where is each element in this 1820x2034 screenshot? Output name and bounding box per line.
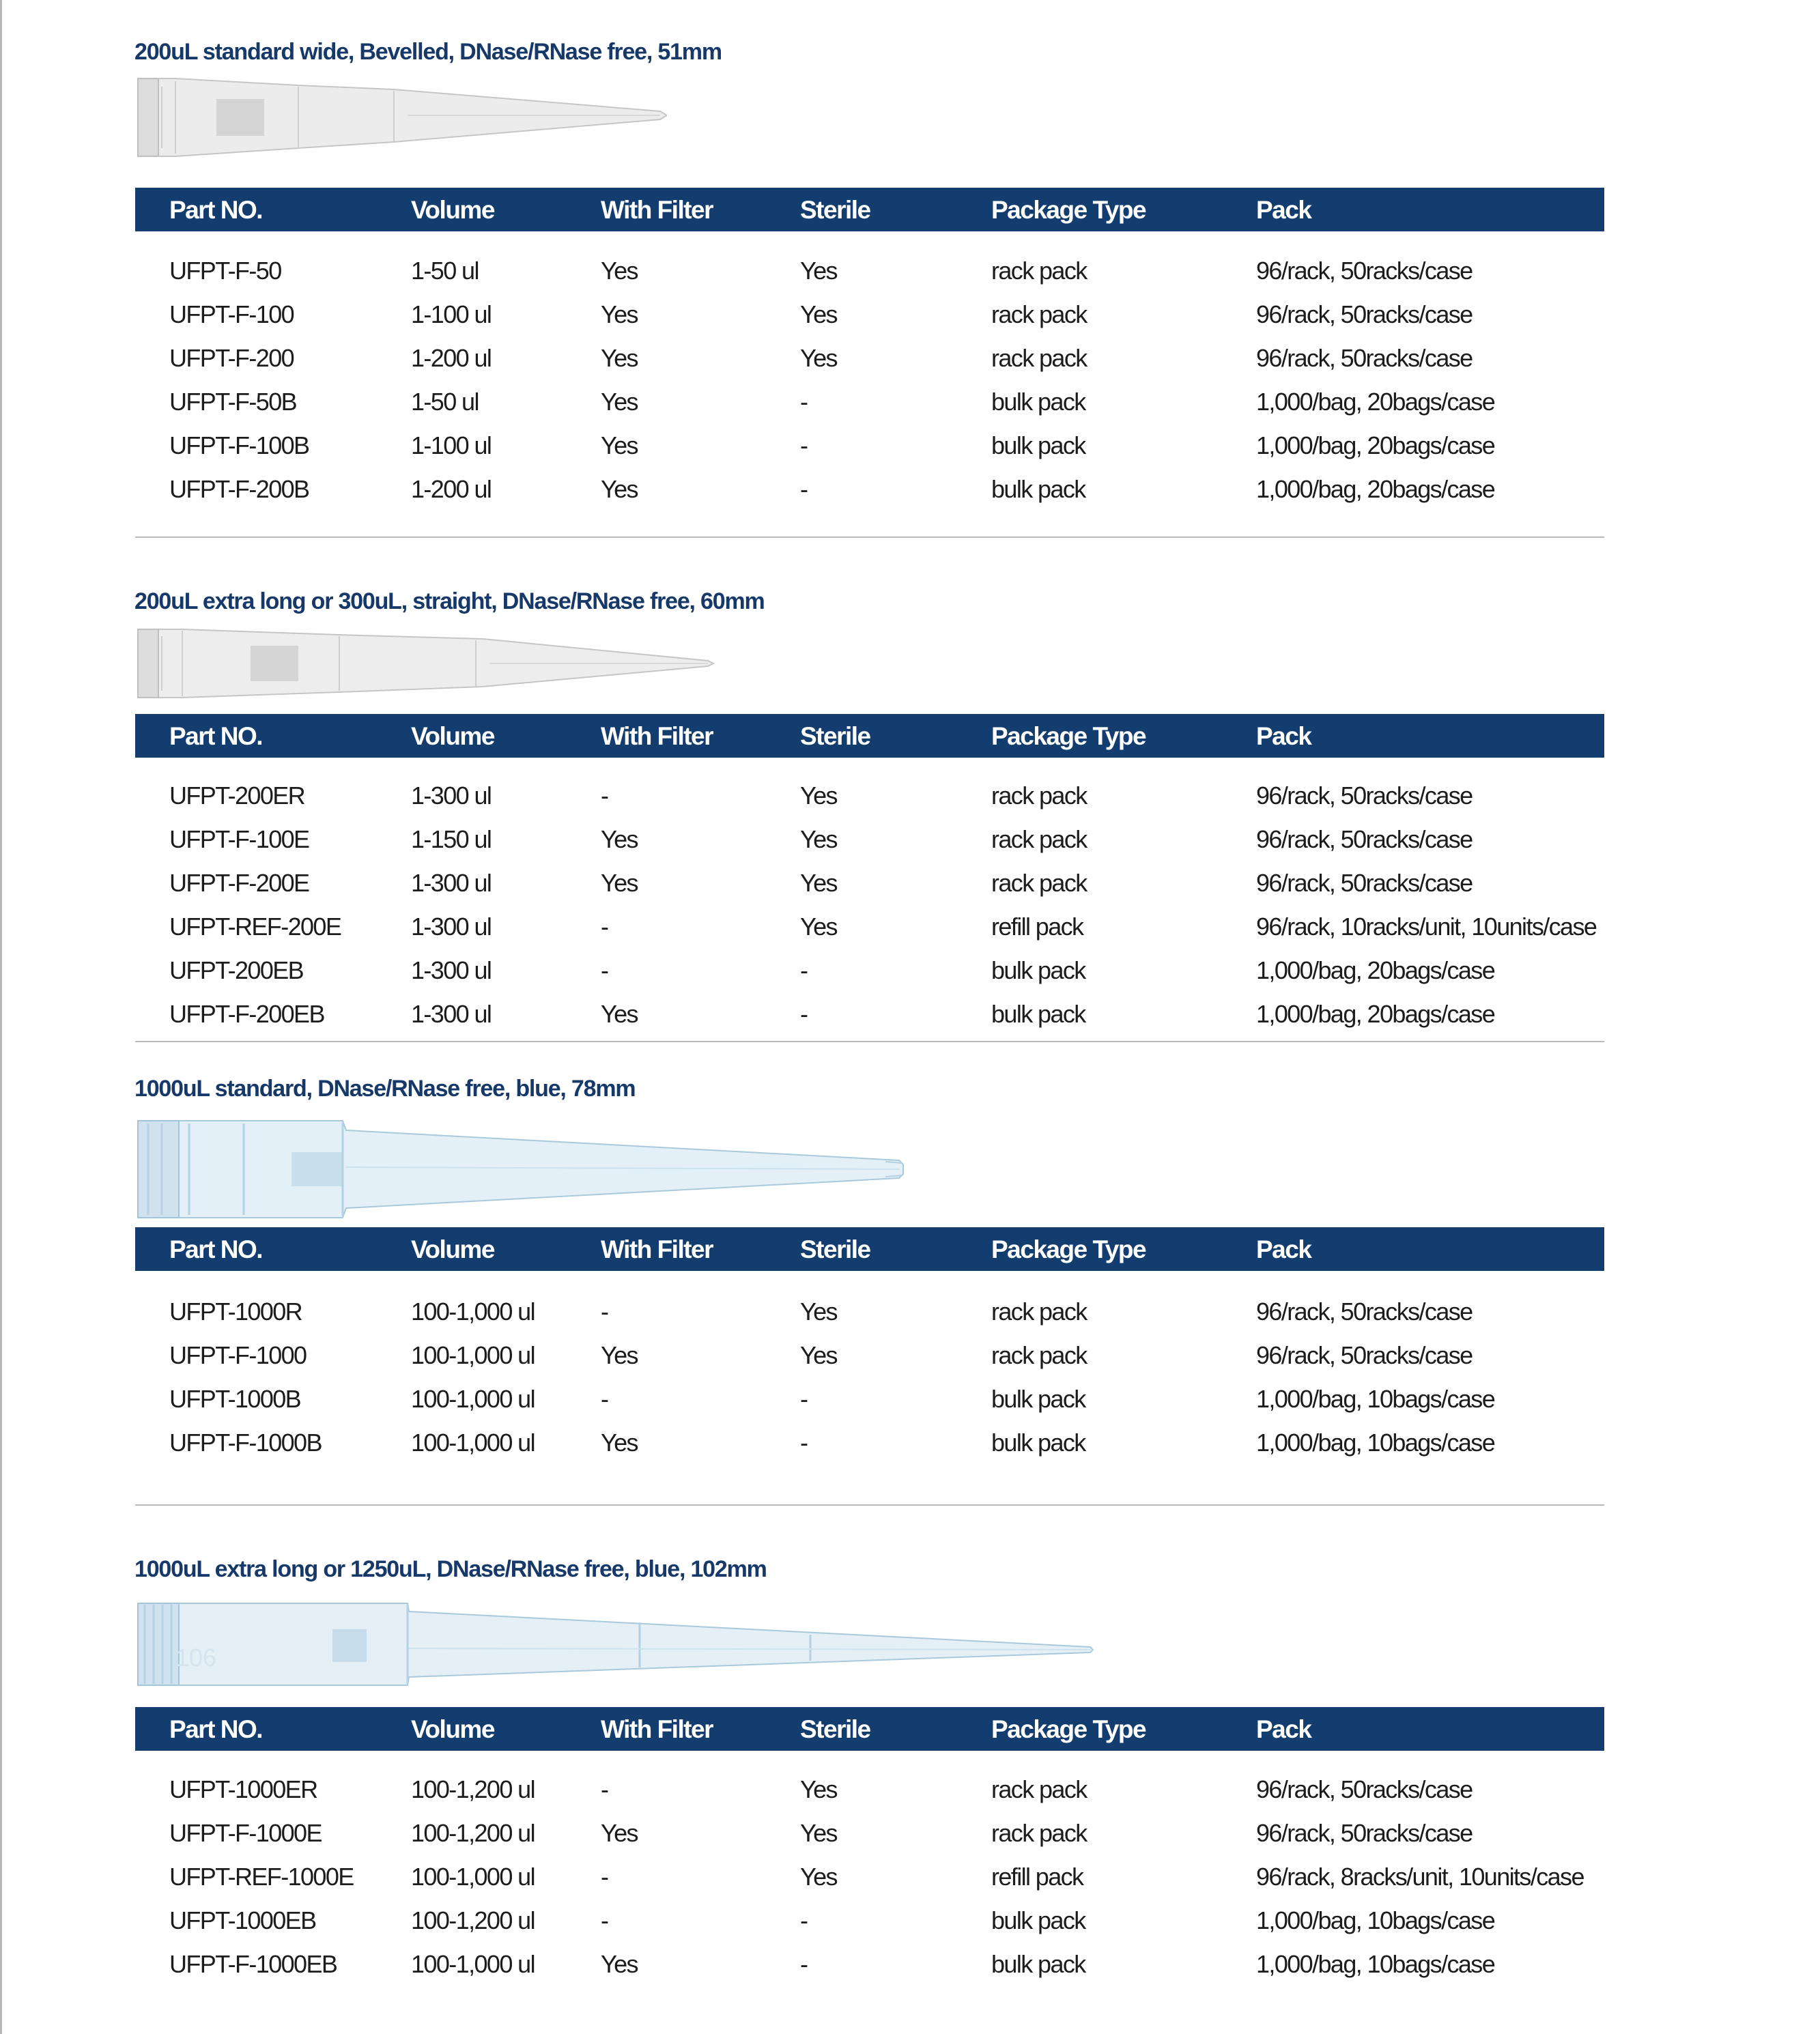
table-header bbox=[135, 1227, 1604, 1271]
table-header bbox=[135, 188, 1604, 231]
cell-pack: 96/rack, 8racks/unit, 10units/case bbox=[1256, 1863, 1584, 1891]
cell-with-filter: - bbox=[601, 1906, 608, 1934]
cell-part-no: UFPT-F-50B bbox=[169, 388, 297, 416]
cell-volume: 100-1,200 ul bbox=[411, 1819, 535, 1847]
col-part-no: Part NO. bbox=[169, 196, 263, 224]
cell-package-type: rack pack bbox=[991, 1341, 1087, 1369]
cell-with-filter: - bbox=[601, 1385, 608, 1413]
table-row bbox=[135, 992, 1604, 1036]
cell-sterile: - bbox=[800, 1385, 808, 1413]
cell-volume: 1-300 ul bbox=[411, 782, 492, 810]
cell-pack: 1,000/bag, 10bags/case bbox=[1256, 1385, 1495, 1413]
cell-sterile: Yes bbox=[800, 1298, 837, 1326]
col-sterile: Sterile bbox=[800, 1235, 870, 1263]
cell-pack: 1,000/bag, 20bags/case bbox=[1256, 388, 1495, 416]
cell-with-filter: Yes bbox=[601, 1429, 638, 1457]
cell-package-type: bulk pack bbox=[991, 1385, 1085, 1413]
cell-sterile: Yes bbox=[800, 782, 837, 810]
cell-volume: 1-50 ul bbox=[411, 388, 479, 416]
col-part-no: Part NO. bbox=[169, 1235, 263, 1263]
cell-with-filter: - bbox=[601, 913, 608, 941]
cell-volume: 100-1,000 ul bbox=[411, 1950, 535, 1978]
cell-with-filter: Yes bbox=[601, 869, 638, 897]
cell-pack: 96/rack, 50racks/case bbox=[1256, 782, 1473, 810]
cell-pack: 96/rack, 10racks/unit, 10units/case bbox=[1256, 913, 1597, 941]
cell-package-type: rack pack bbox=[991, 869, 1087, 897]
cell-part-no: UFPT-F-100B bbox=[169, 431, 309, 459]
cell-package-type: bulk pack bbox=[991, 1906, 1085, 1934]
cell-pack: 96/rack, 50racks/case bbox=[1256, 869, 1473, 897]
cell-package-type: rack pack bbox=[991, 300, 1087, 328]
cell-pack: 96/rack, 50racks/case bbox=[1256, 1298, 1473, 1326]
cell-part-no: UFPT-REF-1000E bbox=[169, 1863, 354, 1891]
cell-volume: 100-1,000 ul bbox=[411, 1385, 535, 1413]
table-row bbox=[135, 468, 1604, 511]
cell-part-no: UFPT-F-1000E bbox=[169, 1819, 322, 1847]
cell-volume: 100-1,200 ul bbox=[411, 1906, 535, 1934]
cell-volume: 1-100 ul bbox=[411, 431, 492, 459]
cell-with-filter: Yes bbox=[601, 1950, 638, 1978]
cell-pack: 96/rack, 50racks/case bbox=[1256, 257, 1473, 285]
table-row bbox=[135, 336, 1604, 380]
cell-sterile: - bbox=[800, 956, 808, 984]
cell-sterile: Yes bbox=[800, 913, 837, 941]
cell-part-no: UFPT-F-1000 bbox=[169, 1341, 307, 1369]
cell-pack: 1,000/bag, 10bags/case bbox=[1256, 1950, 1495, 1978]
section-divider bbox=[135, 1504, 1604, 1506]
cell-volume: 100-1,000 ul bbox=[411, 1298, 535, 1326]
cell-sterile: - bbox=[800, 1950, 808, 1978]
cell-sterile: Yes bbox=[800, 1819, 837, 1847]
cell-part-no: UFPT-F-200EB bbox=[169, 1000, 324, 1028]
cell-package-type: refill pack bbox=[991, 913, 1083, 941]
cell-pack: 96/rack, 50racks/case bbox=[1256, 344, 1473, 372]
cell-pack: 96/rack, 50racks/case bbox=[1256, 1775, 1473, 1803]
col-part-no: Part NO. bbox=[169, 1715, 263, 1743]
cell-volume: 1-50 ul bbox=[411, 257, 479, 285]
cell-part-no: UFPT-F-200 bbox=[169, 344, 294, 372]
table-row bbox=[135, 1768, 1604, 1811]
cell-part-no: UFPT-F-1000B bbox=[169, 1429, 322, 1457]
cell-with-filter: Yes bbox=[601, 300, 638, 328]
cell-sterile: Yes bbox=[800, 869, 837, 897]
cell-volume: 100-1,000 ul bbox=[411, 1341, 535, 1369]
cell-pack: 96/rack, 50racks/case bbox=[1256, 300, 1473, 328]
cell-package-type: rack pack bbox=[991, 1819, 1087, 1847]
cell-package-type: rack pack bbox=[991, 344, 1087, 372]
cell-part-no: UFPT-1000R bbox=[169, 1298, 302, 1326]
cell-pack: 1,000/bag, 20bags/case bbox=[1256, 431, 1495, 459]
col-part-no: Part NO. bbox=[169, 722, 263, 750]
cell-part-no: UFPT-F-50 bbox=[169, 257, 281, 285]
table-row bbox=[135, 424, 1604, 468]
col-volume: Volume bbox=[411, 722, 494, 750]
cell-pack: 1,000/bag, 20bags/case bbox=[1256, 956, 1495, 984]
pipette-tip-300ul-image bbox=[134, 628, 715, 699]
cell-package-type: bulk pack bbox=[991, 431, 1085, 459]
cell-sterile: Yes bbox=[800, 1863, 837, 1891]
cell-part-no: UFPT-F-100E bbox=[169, 825, 309, 853]
table-row bbox=[135, 1943, 1604, 1986]
cell-volume: 1-200 ul bbox=[411, 475, 492, 503]
table-row bbox=[135, 1290, 1604, 1334]
cell-part-no: UFPT-F-100 bbox=[169, 300, 294, 328]
cell-package-type: bulk pack bbox=[991, 1429, 1085, 1457]
cell-pack: 1,000/bag, 20bags/case bbox=[1256, 475, 1495, 503]
cell-sterile: Yes bbox=[800, 1775, 837, 1803]
col-pack: Pack bbox=[1256, 1715, 1311, 1743]
cell-with-filter: - bbox=[601, 1775, 608, 1803]
cell-with-filter: Yes bbox=[601, 1819, 638, 1847]
cell-volume: 1-300 ul bbox=[411, 1000, 492, 1028]
cell-with-filter: Yes bbox=[601, 1341, 638, 1369]
cell-package-type: rack pack bbox=[991, 1775, 1087, 1803]
cell-package-type: bulk pack bbox=[991, 1000, 1085, 1028]
cell-with-filter: Yes bbox=[601, 1000, 638, 1028]
cell-volume: 100-1,000 ul bbox=[411, 1863, 535, 1891]
table-row bbox=[135, 1334, 1604, 1377]
col-volume: Volume bbox=[411, 1235, 494, 1263]
cell-volume: 1-200 ul bbox=[411, 344, 492, 372]
cell-pack: 96/rack, 50racks/case bbox=[1256, 1341, 1473, 1369]
cell-volume: 1-100 ul bbox=[411, 300, 492, 328]
col-package-type: Package Type bbox=[991, 196, 1146, 224]
col-sterile: Sterile bbox=[800, 196, 870, 224]
cell-pack: 1,000/bag, 20bags/case bbox=[1256, 1000, 1495, 1028]
table-header bbox=[135, 1707, 1604, 1751]
cell-pack: 96/rack, 50racks/case bbox=[1256, 825, 1473, 853]
table-row bbox=[135, 905, 1604, 949]
cell-sterile: Yes bbox=[800, 257, 837, 285]
cell-volume: 100-1,200 ul bbox=[411, 1775, 535, 1803]
cell-package-type: bulk pack bbox=[991, 1950, 1085, 1978]
col-package-type: Package Type bbox=[991, 1715, 1146, 1743]
cell-part-no: UFPT-F-200B bbox=[169, 475, 309, 503]
table-row bbox=[135, 861, 1604, 905]
cell-with-filter: Yes bbox=[601, 388, 638, 416]
cell-part-no: UFPT-200EB bbox=[169, 956, 304, 984]
cell-part-no: UFPT-1000EB bbox=[169, 1906, 316, 1934]
cell-sterile: - bbox=[800, 1906, 808, 1934]
cell-package-type: bulk pack bbox=[991, 956, 1085, 984]
cell-sterile: Yes bbox=[800, 1341, 837, 1369]
table-row bbox=[135, 1421, 1604, 1465]
section-divider bbox=[135, 1041, 1604, 1042]
cell-volume: 1-150 ul bbox=[411, 825, 492, 853]
table-row bbox=[135, 249, 1604, 293]
table-row bbox=[135, 1855, 1604, 1899]
cell-package-type: bulk pack bbox=[991, 388, 1085, 416]
cell-part-no: UFPT-REF-200E bbox=[169, 913, 341, 941]
cell-part-no: UFPT-F-1000EB bbox=[169, 1950, 337, 1978]
cell-volume: 1-300 ul bbox=[411, 913, 492, 941]
table-header bbox=[135, 714, 1604, 758]
section-title: 1000uL standard, DNase/RNase free, blue, 78mm bbox=[134, 1076, 636, 1102]
cell-package-type: bulk pack bbox=[991, 475, 1085, 503]
cell-package-type: rack pack bbox=[991, 825, 1087, 853]
cell-with-filter: Yes bbox=[601, 257, 638, 285]
cell-sterile: - bbox=[800, 431, 808, 459]
cell-with-filter: Yes bbox=[601, 475, 638, 503]
page-left-border bbox=[0, 0, 2, 2034]
pipette-tip-200ul-image bbox=[134, 77, 667, 159]
cell-pack: 96/rack, 50racks/case bbox=[1256, 1819, 1473, 1847]
cell-pack: 1,000/bag, 10bags/case bbox=[1256, 1429, 1495, 1457]
col-volume: Volume bbox=[411, 196, 494, 224]
cell-part-no: UFPT-200ER bbox=[169, 782, 305, 810]
section-title: 200uL extra long or 300uL, straight, DNase/RNase free, 60mm bbox=[134, 588, 765, 614]
cell-package-type: rack pack bbox=[991, 257, 1087, 285]
cell-volume: 1-300 ul bbox=[411, 956, 492, 984]
table-row bbox=[135, 1899, 1604, 1943]
cell-volume: 100-1,000 ul bbox=[411, 1429, 535, 1457]
col-pack: Pack bbox=[1256, 196, 1311, 224]
section-title: 200uL standard wide, Bevelled, DNase/RNase free, 51mm bbox=[134, 39, 722, 65]
cell-with-filter: Yes bbox=[601, 431, 638, 459]
cell-part-no: UFPT-F-200E bbox=[169, 869, 309, 897]
cell-package-type: rack pack bbox=[991, 782, 1087, 810]
section-divider bbox=[135, 536, 1604, 538]
cell-with-filter: - bbox=[601, 782, 608, 810]
col-with-filter: With Filter bbox=[601, 1235, 713, 1263]
cell-pack: 1,000/bag, 10bags/case bbox=[1256, 1906, 1495, 1934]
table-row bbox=[135, 818, 1604, 861]
cell-sterile: - bbox=[800, 1429, 808, 1457]
table-row bbox=[135, 293, 1604, 336]
cell-package-type: refill pack bbox=[991, 1863, 1083, 1891]
col-volume: Volume bbox=[411, 1715, 494, 1743]
cell-sterile: - bbox=[800, 1000, 808, 1028]
section-title: 1000uL extra long or 1250uL, DNase/RNase free, blue, 102mm bbox=[134, 1556, 767, 1582]
col-pack: Pack bbox=[1256, 722, 1311, 750]
cell-with-filter: - bbox=[601, 1298, 608, 1326]
cell-package-type: rack pack bbox=[991, 1298, 1087, 1326]
col-pack: Pack bbox=[1256, 1235, 1311, 1263]
col-package-type: Package Type bbox=[991, 722, 1146, 750]
col-sterile: Sterile bbox=[800, 1715, 870, 1743]
tip-molded-number: 106 bbox=[175, 1644, 217, 1672]
pipette-tip-1000ul-image bbox=[134, 1119, 906, 1219]
cell-part-no: UFPT-1000B bbox=[169, 1385, 301, 1413]
table-row bbox=[135, 1811, 1604, 1855]
cell-sterile: - bbox=[800, 388, 808, 416]
cell-sterile: Yes bbox=[800, 825, 837, 853]
col-with-filter: With Filter bbox=[601, 722, 713, 750]
cell-volume: 1-300 ul bbox=[411, 869, 492, 897]
table-row bbox=[135, 380, 1604, 424]
cell-with-filter: - bbox=[601, 1863, 608, 1891]
table-row bbox=[135, 774, 1604, 818]
cell-sterile: Yes bbox=[800, 344, 837, 372]
pipette-tip-1250ul-image bbox=[134, 1602, 1097, 1687]
table-row bbox=[135, 949, 1604, 992]
cell-sterile: Yes bbox=[800, 300, 837, 328]
table-row bbox=[135, 1377, 1604, 1421]
col-sterile: Sterile bbox=[800, 722, 870, 750]
cell-with-filter: Yes bbox=[601, 344, 638, 372]
col-package-type: Package Type bbox=[991, 1235, 1146, 1263]
cell-with-filter: Yes bbox=[601, 825, 638, 853]
col-with-filter: With Filter bbox=[601, 1715, 713, 1743]
cell-with-filter: - bbox=[601, 956, 608, 984]
col-with-filter: With Filter bbox=[601, 196, 713, 224]
cell-sterile: - bbox=[800, 475, 808, 503]
cell-part-no: UFPT-1000ER bbox=[169, 1775, 317, 1803]
